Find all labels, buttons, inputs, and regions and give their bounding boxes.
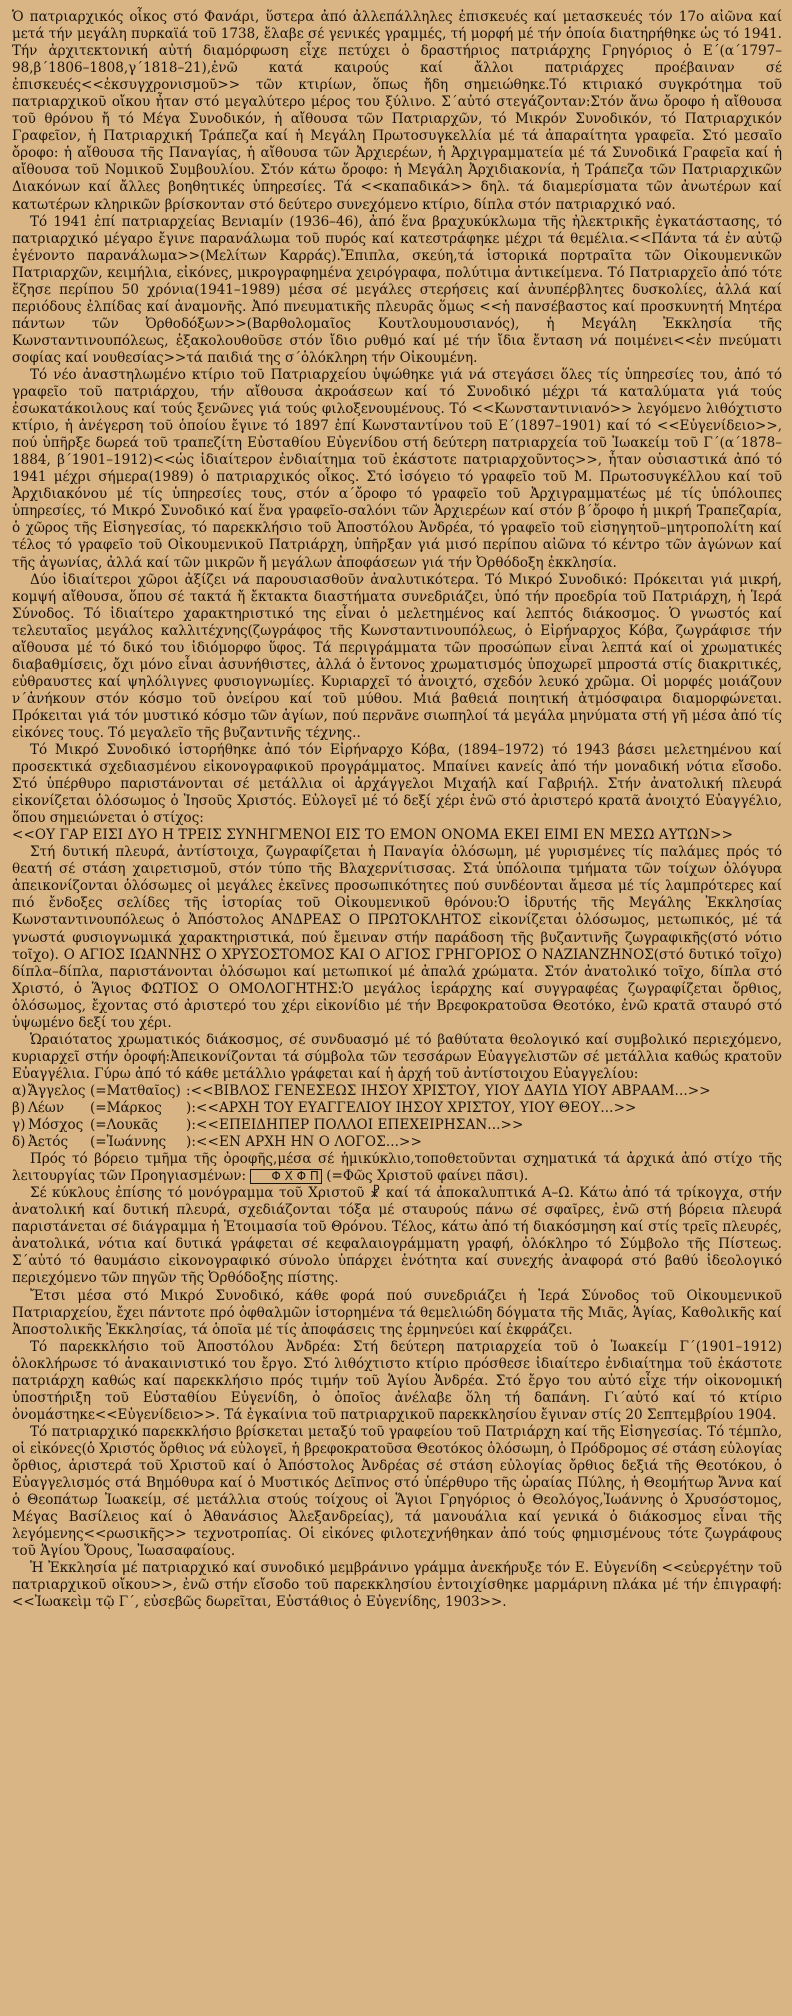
paragraph-west-side: Στή δυτική πλευρά, ἀντίστοιχα, ζωγραφίζεται ἡ Παναγία ὁλόσωμη, μέ γυρισμένες τίς παλάμες πρός τό θεατή σέ στάση χαιρετισμοῦ, στόν τύπο τῆς Βλαχερνίτισσας. Στά ὑπόλοιπα τμήματα τῶν τοίχων ὁλόγυρα ἀπεικονίζονται ὁλόσωμες οἱ μεγάλες ἐκεῖνες προσωπικότητες πού συνδέονται ἄμεσα μέ τίς λαμπρότερες καί πιό ἔνδοξες σελίδες τῆς ἱστορίας τοῦ Οἰκουμενικοῦ θρόνου:Ὁ ἱδρυτής τῆς Μεγάλης Ἐκκλησίας Κωνσταντινουπόλεως ὁ Ἀπόστολος ΑΝΔΡΕΑΣ Ο ΠΡΩΤΟΚΛΗΤΟΣ εἰκονίζεται ὁλόσωμος, μετωπικός, μέ τά γνωστά φυσιογνωμικά χαρακτηριστικά, πού ἔμειναν στήν παράδοση τῆς βυζαντινῆς ζωγραφικῆς(στό νότιο τοῖχο). Ο ΑΓΙΟΣ ΙΩΑΝΝΗΣ Ο ΧΡΥΣΟΣΤΟΜΟΣ ΚΑΙ Ο ΑΓΙΟΣ ΓΡΗΓΟΡΙΟΣ Ο ΝΑΖΙΑΝΖΗΝΟΣ(στό δυτικό τοῖχο) δίπλα–δίπλα, παριστάνονται ὁλόσωμοι καί μετωπικοί μέ ἁπαλά χρώματα. Στόν ἀνατολικό τοῖχο, δίπλα στό Χριστό, ὁ Ἅγιος ΦΩΤΙΟΣ Ο ΟΜΟΛΟΓΗΤΗΣ:Ὁ μεγάλος ἱεράρχης καί συγγραφέας ζωγραφίζεται ὄρθιος, ὁλόσωμος, ἔχοντας στό ἀριστερό του χέρι εἰκονίδιο μέ τήν Βρεφοκρατοῦσα Θεοτόκο, ἐνῶ κρατᾶ σταυρό στό ὑψωμένο δεξί του χέρι.: [12, 844, 782, 1031]
list-item: [12, 1134, 782, 1151]
paragraph-patriarchal-house: Ὁ πατριαρχικός οἶκος στό Φανάρι, ὕστερα ἀπό ἀλλεπάλληλες ἐπισκευές καί μετασκευές τόν 17ο αἰῶνα καί μετά τήν μεγάλη πυρκαϊά τοῦ 1738, ἔλαβε σέ γενικές γραμμές, τή μορφή μέ τήν ὁποία διατηρήθηκε ὡς τό 1941. Τήν ἀρχιτεκτονική αὐτή διαμόρφωση εἶχε πετύχει ὁ δραστήριος πατριάρχης Γρηγόριος ὁ Ε΄(α΄1797–98,β΄1806–1808,γ΄1818–21),ἐνῶ κατά καιρούς καί ἄλλοι πατριάρχες προέβαιναν σέ ἐπισκευές<<ἐκσυγχρονισμοῦ>> τῶν κτιρίων, ὅπως ἤδη σημειώθηκε.Τό κτιριακό συγκρότημα τοῦ πατριαρχικοῦ οἴκου ἦταν στό μεγαλύτερο μέρος του ξύλινο. Σ΄αὐτό στεγάζονταν:Στόν ἄνω ὄροφο ἡ αἴθουσα τοῦ θρόνου ἤ τό Μέγα Συνοδικόν, ἡ αἴθουσα τῶν Πατριαρχῶν, τό Μικρόν Συνοδικόν, τό Πατριαρχικόν Γραφεῖον, ἡ Πατριαρχική Τράπεζα καί ἡ Μεγάλη Πρωτοσυγκελλία μέ τά ἀπαραίτητα γραφεῖα. Στό μεσαῖο ὄροφο: ἡ αἴθουσα τῆς Παναγίας, ἡ αἴθουσα τῶν Ἀρχιερέων, ἡ Ἀρχιγραμματεία μέ τά Συνοδικά Γραφεῖα καί ἡ αἴθουσα τοῦ Νομικοῦ Συμβουλίου. Στόν κάτω ὄροφο: ἡ Μεγάλη Ἀρχιδιακονία, ἡ Τράπεζα τῶν Πατριαρχικῶν Διακόνων καί ἄλλες βοηθητικές ὑπηρεσίες. Τά <<καπαδικά>> δηλ. τά διαμερίσματα τῶν ἀνωτέρων καί κατωτέρων κληρικῶν βρίσκονταν στό δεύτερο συνεχόμενο κτίριο, δίπλα στόν πατριαρχικό ναό.: [12, 9, 782, 213]
evangelist-number: γ): [12, 1117, 26, 1134]
paragraph-new-building: Τό νέο ἀναστηλωμένο κτίριο τοῦ Πατριαρχείου ὑψώθηκε γιά νά στεγάσει ὅλες τίς ὑπηρεσίες του, ἀπό τό γραφεῖο τοῦ πατριάρχου, τήν αἴθουσα ἀκροάσεων καί τό Συνοδικό μέχρι τά καταλύματα γιά τούς ἐσωκατάκοιλους καί τούς ξενῶνες γιά τούς φιλοξενουμένους. Τό <<Κωνσταντινιανό>> λεγόμενο λιθόχτιστο κτίριο, ἡ ἀνέγερση τοῦ ὁποίου ἔγινε τό 1897 ἐπί Κωνσταντίνου τοῦ Ε΄(1897–1901) καί τό <<Εὐγενίδειο>>, πού ὑπῆρξε δωρεά τοῦ τραπεζίτη Εὐσταθίου Εὐγενίδου στή δεύτερη πατριαρχεία τοῦ Ἰωακείμ τοῦ Γ΄(α΄1878–1884, β΄1901–1912)<<ὡς ἰδιαίτερον ἐνδιαίτημα τοῦ ἑκάστοτε πατριαρχοῦντος>>, ἦταν οὐσιαστικά ἀπό τό 1941 μέχρι σήμερα(1989) ὁ πατριαρχικός οἶκος. Στό ἰσόγειο τό γραφεῖο τοῦ Μ. Πρωτοσυγκέλλου καί τοῦ Ἀρχιδιακόνου μέ τίς ὑπηρεσίες τους, στόν α΄ὄροφο τό γραφεῖο τοῦ Ἀρχιγραμματέως μέ τίς ὑπόλοιπες ὑπηρεσίες, τό Μικρό Συνοδικό καί ἕνα γραφεῖο-σαλόνι τῶν Ἀρχιερέων καί στόν β΄ὄροφο ἡ μικρή Τραπεζαρία, ὁ χῶρος τῆς Εἰσηγεσίας, τό παρεκκλήσιο τοῦ Ἀποστόλου Ἀνδρέα, τό γραφεῖο τοῦ εἰσηγητοῦ–μητροπολίτη καί τέλος τό γραφεῖο τοῦ Οἰκουμενικοῦ Πατριάρχη, ὑπῆρξαν γιά μισό περίπου αἰῶνα τό κέντρο τῶν ἀγώνων καί τῆς ἀγωνίας, ἀλλά καί τῶν μικρῶν ἤ μεγάλων ἀποφάσεων γιά τήν Ὀρθόδοξη ἐκκλησία.: [12, 366, 782, 571]
paragraph-chapel-andrew: Τό παρεκκλήσιο τοῦ Ἀποστόλου Ἀνδρέα: Στή δεύτερη πατριαρχεία τοῦ ὁ Ἰωακείμ Γ΄(1901–1912) ὁλοκλήρωσε τό ἀνακαινιστικό του ἔργο. Στό λιθόχτιστο κτίριο πρόσθεσε ἰδιαίτερο ἐνδιαίτημα τοῦ ἑκάστοτε πατριάρχη καθώς καί παρεκκλήσιο πρός τιμήν τοῦ Ἁγίου Ἀνδρέα. Στό ἔργο του αὐτό εἶχε τήν οἰκονομική ὑποστήριξη τοῦ Εὐσταθίου Εὐγενίδη, ὁ ὁποῖος ἀνέλαβε ὅλη τή δαπάνη. Γι΄αὐτό καί τό κτίριο ὀνομάστηκε<<Εὐγενίδειο>>. Τά ἐγκαίνια τοῦ πατριαρχικοῦ παρεκκλησίου ἔγιναν στίς 20 Σεπτεμβρίου 1904.: [12, 1338, 782, 1423]
evangelist-source: (=Ἰωάννης: [90, 1134, 167, 1151]
evangelist-symbol: Ἀετός: [28, 1134, 69, 1151]
evangelist-text: :<<ΒΙΒΛΟΣ ΓΕΝΕΣΕΩΣ ΙΗΣΟΥ ΧΡΙΣΤΟΥ, ΥΙΟΥ ΔΑΥΙΔ ΥΙΟΥ ΑΒΡΑΑΜ...>>: [186, 1082, 711, 1099]
phos-christou-text: (=Φῶς Χριστοῦ φαίνει πᾶσι).: [326, 1168, 529, 1185]
quote-line: <<ΟΥ ΓΑΡ ΕΙΣΙ ΔΥΟ Η ΤΡΕΙΣ ΣΥΝΗΓΜΕΝΟΙ ΕΙΣ ΤΟ ΕΜΟΝ ΟΝΟΜΑ ΕΚΕΙ ΕΙΜΙ ΕΝ ΜΕΣΩ ΑΥΤΩΝ>>: [12, 827, 734, 844]
paragraph-monogram: Σέ κύκλους ἐπίσης τό μονόγραμμα τοῦ Χριστοῦ ☧ καί τά ἀποκαλυπτικά Α–Ω. Κάτω ἀπό τά τρίκογχα, στήν ἀνατολική καί δυτική πλευρά, σχεδιάζονται τόξα μέ σταυρούς πάνω σέ σφαῖρες, ἐνῶ στή βόρεια πλευρά παριστάνεται σέ διάγραμμα ἡ Ἑτοιμασία τοῦ Θρόνου. Τέλος, κάτω ἀπό τή διακόσμηση καί στίς τρεῖς πλευρές, ἀνατολικά, νότια καί δυτικά γράφεται σέ κεφαλαιογράμματη γραφή, ὁλόκληρο τό Σύμβολο τῆς Πίστεως. Σ΄αὐτό τό θαυμάσιο εἰκονογραφικό σύνολο ὑπάρχει ἑνότητα καί συνεχής ἀναφορά στό βαθύ ἰδεολογικό περιεχόμενο τῶν πηγῶν τῆς Ὀρθόδοξης πίστης.: [12, 1185, 782, 1287]
evangelist-number: β): [12, 1100, 26, 1116]
paragraph-ceiling-decoration: Ὡραιότατος χρωματικός διάκοσμος, σέ συνδυασμό μέ τό βαθύτατα θεολογικό καί συμβολικό περιεχόμενο, κυριαρχεῖ στήν ὀροφή:Ἀπεικονίζονται τά σύμβολα τῶν τεσσάρων Εὐαγγελιστῶν σέ μετάλλια καθώς κρατοῦν Εὐαγγέλια. Γύρω ἀπό τό κάθε μετάλλιο γράφεται καί ἡ ἀρχή τοῦ ἀντίστοιχου Εὐαγγελίου:: [12, 1031, 782, 1082]
paragraph-north-part: [12, 1151, 782, 1185]
evangelist-symbol: Λέων: [28, 1100, 65, 1116]
paragraph-synod-dogmas: Ἔτσι μέσα στό Μικρό Συνοδικό, κάθε φορά πού συνεδριάζει ἡ Ἱερά Σύνοδος τοῦ Οἰκουμενικοῦ Πατριαρχείου, ἔχει πάντοτε πρό ὀφθαλμῶν ἱστορημένα τά θεμελιώδη δόγματα τῆς Μιᾶς, Ἁγίας, Καθολικῆς καί Ἀποστολικῆς Ἐκκλησίας, τά ὁποῖα μέ τίς ἀποφάσεις της ἑρμηνεύει καί ἐκφράζει.: [12, 1287, 782, 1338]
evangelist-source: (=Λουκᾶς: [90, 1117, 159, 1134]
evangelist-number: δ): [12, 1134, 26, 1151]
evangelist-text: ):<<ΕΝ ΑΡΧΗ ΗΝ Ο ΛΟΓΟΣ...>>: [186, 1134, 422, 1151]
list-item: [12, 1083, 782, 1100]
evangelist-symbol: Ἄγγελος: [28, 1082, 86, 1099]
paragraph-small-synod: Δύο ἰδιαίτεροι χῶροι ἀξίζει νά παρουσιασθοῦν ἀναλυτικότερα. Τό Μικρό Συνοδικό: Πρόκειται γιά μικρή, κομψή αἴθουσα, ὅπου σέ τακτά ἤ ἔκτακτα διαστήματα συνεδριάζει, ὑπό τήν προεδρία τοῦ Πατριάρχη, ἡ Ἱερά Σύνοδος. Τό ἰδιαίτερο χαρακτηριστικό της εἶναι ὁ μελετημένος καί λεπτός διάκοσμος. Ὁ γνωστός καί τελευταῖος μεγάλος καλλιτέχνης(ζωγράφος τῆς Κωνσταντινουπόλεως, ὁ Εἰρήναρχος Κόβα, ζωγράφισε τήν αἴθουσα μέ τό δικό του ἰδιόμορφο ὕφος. Τά περιγράμματα τῶν προσώπων εἶναι λεπτά καί οἱ χρωματικές διαβαθμίσεις, ὄχι μόνο εἶναι ἀσυνήθιστες, ἀλλά ὁ ἔντονος χρωματισμός ὑποχωρεῖ μπροστά στίς διακριτικές, εὐθραυστες καί ψηλόλιγνες φυσιογνωμίες. Κυριαρχεῖ τό ἀνοιχτό, σχεδόν λευκό χρῶμα. Οἱ μορφές μοιάζουν ν΄ἀνήκουν στόν κόσμο τοῦ ὀνείρου καί τοῦ μύθου. Μιά βαθειά ποιητική ἀτμόσφαιρα διαμορφώνεται. Πρόκειται γιά τόν μυστικό κόσμο τῶν ἁγίων, πού περνᾶνε σιωπηλοί τά μεγάλα μηνύματα στή γῆ μέσα ἀπό τίς εἰκόνες τους. Τό μεγαλεῖο τῆς βυζαντινῆς τέχνης..: [12, 571, 782, 741]
list-item: [12, 1117, 782, 1134]
evangelist-text: ):<<ΑΡΧΗ ΤΟΥ ΕΥΑΓΓΕΛΙΟΥ ΙΗΣΟΥ ΧΡΙΣΤΟΥ, ΥΙΟΥ ΘΕΟΥ...>>: [186, 1100, 637, 1116]
list-item: [12, 1100, 782, 1117]
evangelist-text: ):<<ΕΠΕΙΔΗΠΕΡ ΠΟΛΛΟΙ ΕΠΕΧΕΙΡΗΣΑΝ...>>: [186, 1117, 524, 1134]
phos-christou-symbol: Φ Χ Φ Π: [250, 1169, 322, 1184]
north-part-text: Πρός τό βόρειο τμῆμα τῆς ὀροφῆς,μέσα σέ ἡμικύκλιο,τοποθετοῦνται σχηματικά τά ἀρχικά ἀπό στίχο τῆς λειτουργίας τῶν Προηγιασμένων:: [12, 1151, 782, 1185]
evangelist-symbols-list: [12, 1083, 782, 1151]
evangelist-source: (=Ματθαῖος): [90, 1082, 181, 1099]
evangelist-source: (=Μάρκος: [90, 1100, 162, 1116]
paragraph-fire-1941: Τό 1941 ἐπί πατριαρχείας Βενιαμίν (1936–46), ἀπό ἕνα βραχυκύκλωμα τῆς ἠλεκτρικῆς ἐγκατάστασης, τό πατριαρχικό μέγαρο ἔγινε παρανάλωμα τοῦ πυρός καί κατεστράφηκε μέχρι τά θεμέλια.<<Πάντα τά ἐν αὐτῷ ἐγένοντο παρανάλωμα>>(Μελίτων Καρράς).Ἔπιπλα, σκεύη,τά ἱστορικά πορτραῖτα τῶν Οἰκουμενικῶν Πατριαρχῶν, κειμήλια, εἰκόνες, μικρογραφημένα χειρόγραφα, πολύτιμα ἀντικείμενα. Τό Πατριαρχεῖο ἀπό τότε ἔζησε περίπου 50 χρόνια(1941–1989) μέσα σέ μεγάλες στερήσεις καί ἀνυπέρβλητες δυσκολίες, ἀλλά καί περιόδους ἐλπίδας καί ἀναμονῆς. Ἀπό πνευματικῆς πλευρᾶς ὅμως <<ἡ πανσέβαστος καί προσκυνητή Μητέρα πάντων τῶν Ὀρθοδόξων>>(Βαρθολομαῖος Κουτλουμουσιανός), ἡ Μεγάλη Ἐκκλησία τῆς Κωνσταντινουπόλεως, ἐξακολουθοῦσε στόν ἴδιο ρυθμό καί μέ τήν ἴδια ἔνταση νά ποιμένει<<ἐν πνεύματι σοφίας καί νουθεσίας>>τά παιδιά της σ΄ὁλόκληρη τήν Οἰκουμένη.: [12, 213, 782, 366]
paragraph-chapel-icons: Τό πατριαρχικό παρεκκλήσιο βρίσκεται μεταξύ τοῦ γραφείου τοῦ Πατριάρχη καί τῆς Εἰσηγεσίας. Τό τέμπλο, οἱ εἰκόνες(ὁ Χριστός ὄρθιος νά εὐλογεῖ, ἡ βρεφοκρατοῦσα Θεοτόκος ὁλόσωμη, ὁ Πρόδρομος σέ στάση εὐλογίας ὄρθιος, ἀριστερά τοῦ Χριστοῦ καί ὁ Ἀπόστολος Ἀνδρέας σέ στάση εὐλογίας ὄρθιος δεξιά τῆς Θεοτόκου, ὁ Εὐαγγελισμός στά Βημόθυρα καί ὁ Μυστικός Δεῖπνος στό ὑπέρθυρο τῆς ὡραίας Πύλης, ἡ Θεομήτωρ Ἄννα καί ὁ Θεοπάτωρ Ἰωακείμ, σέ μετάλλια στούς τοίχους οἱ Ἅγιοι Γρηγόριος ὁ Θεολόγος,Ἰωάννης ὁ Χρυσόστομος, Μέγας Βασίλειος καί ὁ Ἀθανάσιος Ἀλεξανδρείας), τά μανουάλια καί γενικά ὁ διάκοσμος εἶναι τῆς λεγόμενης<<ρωσικῆς>> τεχνοτροπίας. Οἱ εἰκόνες φιλοτεχνήθηκαν ἀπό τούς φημισμένους τότε ζωγράφους τοῦ Ἁγίου Ὄρους, Ἰωασαφαίους.: [12, 1423, 782, 1560]
evangelist-symbol: Μόσχος: [28, 1117, 84, 1134]
paragraph-kovas-iconography: Τό Μικρό Συνοδικό ἱστορήθηκε ἀπό τόν Εἰρήναρχο Κόβα, (1894–1972) τό 1943 βάσει μελετημένου καί προσεκτικά σχεδιασμένου εἰκονογραφικοῦ προγράμματος. Μπαίνει κανείς ἀπό τήν μοναδική νότια εἴσοδο. Στό ὑπέρθυρο παριστάνονται σέ μετάλλια οἱ ἀρχάγγελοι Μιχαήλ καί Γαβριήλ. Στήν ἀνατολική πλευρά εἰκονίζεται ὁλόσωμος ὁ Ἰησοῦς Χριστός. Εὐλογεῖ μέ τό δεξί χέρι ἐνῶ στό ἀριστερό κρατᾶ ἀνοιχτό Εὐαγγέλιο, ὅπου σημειώνεται ὁ στίχος:: [12, 742, 782, 827]
evangelist-number: α): [12, 1082, 27, 1099]
paragraph-eugenidis-inscription: Ἡ Ἐκκλησία μέ πατριαρχικό καί συνοδικό μεμβράνινο γράμμα ἀνεκήρυξε τόν Ε. Εὐγενίδη <<εὐεργέτην τοῦ πατριαρχικοῦ οἴκου>>, ἐνῶ στήν εἴσοδο τοῦ παρεκκλησίου ἐντοιχίσθηκε μαρμάρινη πλάκα μέ τήν ἐπιγραφή:<<Ἰωακεὶμ τῷ Γ΄, εὐσεβῶς δωρεῖται, Εὐστάθιος ὁ Εὐγενίδης, 1903>>.: [12, 1560, 782, 1611]
